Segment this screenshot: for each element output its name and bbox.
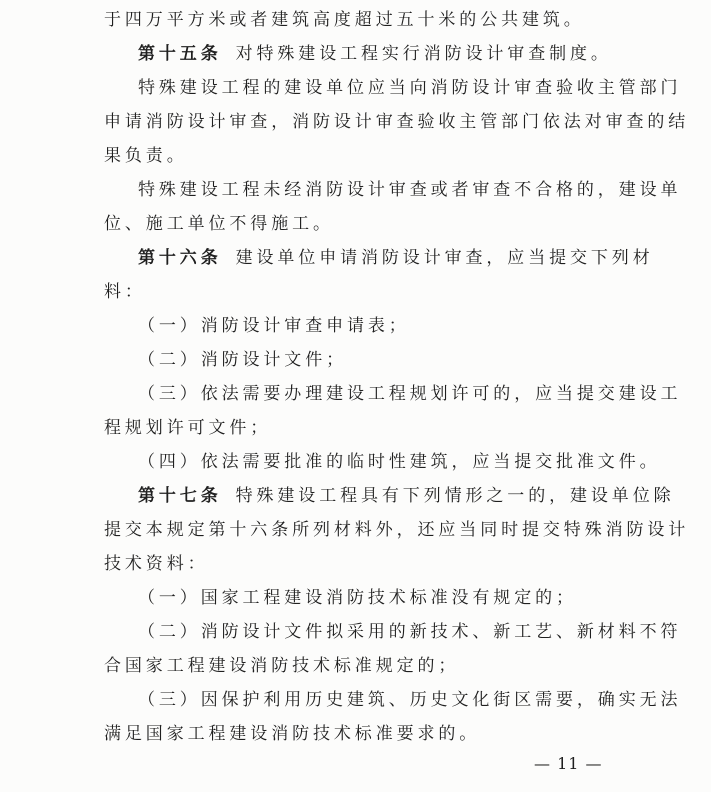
text-line: 特殊建设工程未经消防设计审查或者审查不合格的，建设单 [138, 180, 682, 200]
page-number: — 11 — [534, 754, 603, 773]
article-15 [138, 42, 611, 66]
list-item: （一）消防设计审查申请表； [138, 316, 410, 336]
article-text: 特殊建设工程具有下列情形之一的，建设单位除 [235, 486, 675, 506]
article-16 [138, 246, 654, 270]
article-heading: 第十七条 [138, 486, 222, 506]
article-text: 对特殊建设工程实行消防设计审查制度。 [235, 44, 612, 64]
text-line: 于四万平方米或者建筑高度超过五十米的公共建筑。 [104, 10, 585, 30]
article-17 [138, 484, 675, 508]
list-item: （三）依法需要办理建设工程规划许可的，应当提交建设工 [138, 384, 682, 404]
text-line: 特殊建设工程的建设单位应当向消防设计审查验收主管部门 [138, 78, 682, 98]
text-line: 申请消防设计审查，消防设计审查验收主管部门依法对审查的结 [104, 112, 690, 132]
article-text: 建设单位申请消防设计审查，应当提交下列材 [235, 248, 654, 268]
text-line: 果负责。 [104, 146, 188, 166]
list-item: （二）消防设计文件拟采用的新技术、新工艺、新材料不符 [138, 622, 682, 642]
article-heading: 第十六条 [138, 248, 222, 268]
list-item: （三）因保护利用历史建筑、历史文化街区需要，确实无法 [138, 690, 682, 710]
text-line: 满足国家工程建设消防技术标准要求的。 [104, 724, 481, 744]
text-line: 位、施工单位不得施工。 [104, 214, 334, 234]
list-item: （二）消防设计文件； [138, 350, 347, 370]
text-line: 提交本规定第十六条所列材料外，还应当同时提交特殊消防设计 [104, 520, 690, 540]
list-item: （一）国家工程建设消防技术标准没有规定的； [138, 588, 577, 608]
text-line: 技术资料： [104, 554, 209, 574]
article-heading: 第十五条 [138, 44, 222, 64]
list-item: （四）依法需要批准的临时性建筑，应当提交批准文件。 [138, 452, 661, 472]
text-line: 合国家工程建设消防技术标准规定的； [104, 656, 460, 676]
text-line: 料： [104, 282, 146, 302]
text-line: 程规划许可文件； [104, 418, 272, 438]
